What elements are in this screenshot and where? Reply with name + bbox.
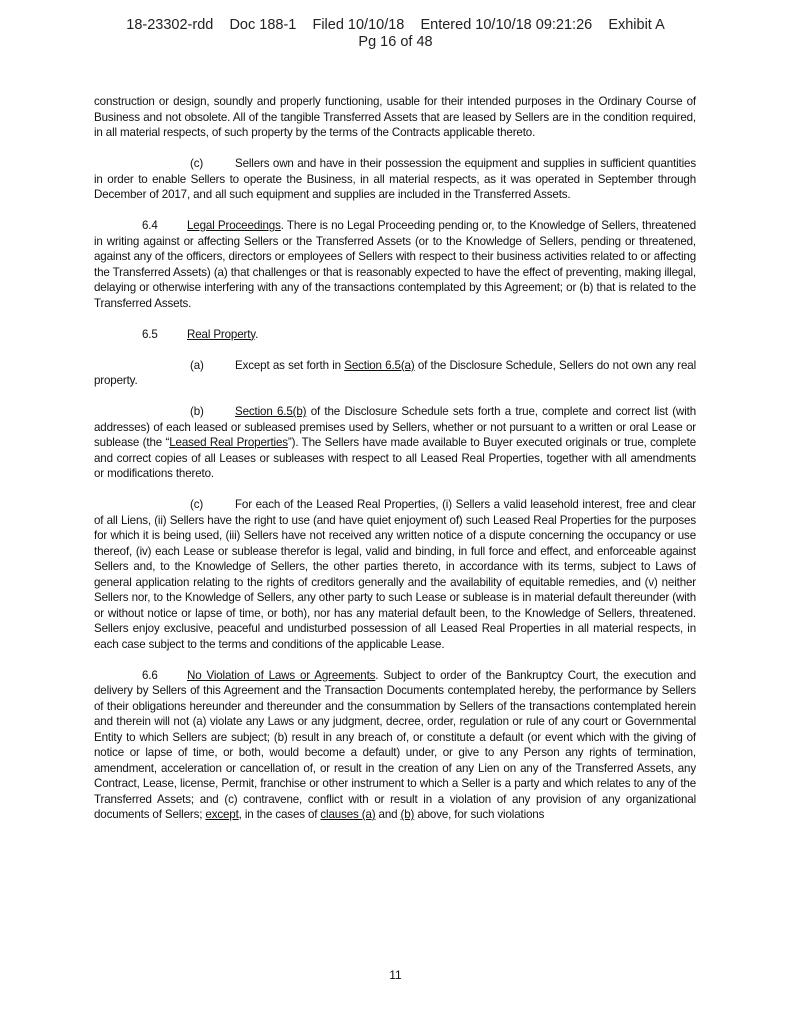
subsection-6-5-b (94, 404, 696, 482)
subsection-text: For each of the Leased Real Properties, (i) Sellers a valid leasehold interest, free and clear of all Liens, (ii) Sellers have the right to use (and have quiet enjoyment of) such Leased Real Properties for the purposes for which it is being used, (iii) Sellers have not received any written notice of a dispute concerning the occupancy or use thereof, (iv) each Lease or sublease therefor is legal, valid and binding, in full force and effect, and enforceable against Sellers and, to the Knowledge of Sellers, the other parties thereto, in accordance with its terms, subject to Laws of general application relating to the rights of creditors generally and the availability of equitable remedies, and (v) neither Sellers nor, to the Knowledge of Sellers, any other party to such Lease or sublease is in material default thereunder (with or without notice or lapse of time, or both), nor has any material default been, to the Knowledge of Sellers, threatened. Sellers enjoy exclusive, peaceful and undisturbed possession of all Leased Real Properties in all material respects, in each case subject to the terms and conditions of the applicable Lease. (94, 498, 696, 651)
section-text-cont: , in the cases of (238, 808, 321, 821)
section-text-cont: and (375, 808, 401, 821)
section-6-6 (94, 668, 696, 823)
defined-term: Leased Real Properties (169, 436, 288, 449)
subsection-6-5-c (94, 497, 696, 652)
subsection-text-cont: ”). The Sellers have made available to Buyer executed originals or true, complete and correct copies of all Leases or subleases with respect to all Leased Real Properties, together with all amendments or modifications thereto. (94, 436, 696, 480)
continued-paragraph: construction or design, soundly and properly functioning, usable for their intended purposes in the Ordinary Course of Business and not obsolete. All of the tangible Transferred Assets that are leased by Sellers are in the condition required, in all material respects, of such property by the terms of the Contracts applicable thereto. (94, 95, 696, 139)
section-6-5 (94, 327, 696, 343)
subsection-6-5-a (94, 358, 696, 389)
subsection-text: Sellers own and have in their possession the equipment and supplies in sufficient quantities in order to enable Sellers to operate the Business, in all material respects, as it was operated in September through December of 2017, and all such equipment and supplies are included in the Transferred Assets. (94, 157, 696, 201)
clause-b-reference: (b) (400, 808, 415, 821)
cross-reference: Section 6.5(b) (235, 405, 307, 418)
section-number: 6.4 (142, 219, 158, 232)
subsection-text: Except as set forth in (235, 358, 345, 372)
page-of-total: Pg 16 of 48 (358, 34, 433, 50)
subsection-label: (b) (190, 405, 204, 418)
subsection-c-equipment (94, 156, 696, 203)
document-body (94, 94, 696, 838)
section-text: . There is no Legal Proceeding pending or, to the Knowledge of Sellers, threatened in writing against or affecting Sellers or the Transferred Assets (or to the Knowledge of Sellers, pending or threatened, against any of the officers, directors or employees of Sellers with respect to their business activities related to or affecting the Transferred Assets) (a) that challenges or that is reasonably expected to have the effect of preventing, making illegal, delaying or otherwise interfering with any of the transactions contemplated by this Agreement; or (b) that is related to the Transferred Assets. (94, 219, 696, 310)
subsection-label: (c) (190, 498, 204, 511)
subsection-label: (c) (190, 157, 204, 170)
clause-a-reference: clauses (a) (320, 808, 376, 821)
except-term: except (205, 808, 239, 821)
section-title: No Violation of Laws or Agreements (187, 668, 376, 682)
cross-reference: Section 6.5(a) (344, 358, 415, 372)
subsection-label: (a) (190, 358, 204, 372)
section-number: 6.5 (142, 327, 158, 341)
section-text: . Subject to order of the Bankruptcy Court, the execution and delivery by Sellers of this Agreement and the Transaction Documents contemplated hereby, the performance by Sellers of their obligations hereunder and thereunder and the consummation by Sellers of the transactions contemplated herein and therein will not (a) violate any Laws or any judgment, decree, order, regulation or rule of any court or Governmental Entity to which Sellers are subject; (b) result in any breach of, or constitute a default (or event which with the giving of notice or lapse of time, or both, would become a default) under, or give to any Person any rights of termination, amendment, acceleration or cancellation of, or result in the creation of any Lien on any of the Transferred Assets, any Contract, Lease, license, Permit, franchise or other instrument to which a Seller is a party and which relates to any of the Transferred Assets; and (c) contravene, conflict with or result in a violation of any provision of any organizational documents of Sellers; (94, 668, 696, 821)
page-number: 11 (389, 968, 402, 982)
section-title-end: . (255, 327, 259, 341)
section-text-cont: above, for such violations (414, 808, 545, 821)
filing-stamp-line: 18-23302-rdd Doc 188-1 Filed 10/10/18 Entered 10/10/18 09:21:26 Exhibit A (126, 17, 665, 33)
court-filing-header (0, 17, 791, 51)
subsection-text: of the Disclosure Schedule sets forth a true, complete and correct list (with addresses) of each leased or subleased premises used by Sellers, whether or not pursuant to a written or oral Lease or sublease (the “ (94, 405, 696, 449)
section-6-4 (94, 218, 696, 311)
section-number: 6.6 (142, 668, 158, 682)
section-title: Legal Proceedings (187, 219, 281, 232)
subsection-text-cont: of the Disclosure Schedule, Sellers do not own any real property. (94, 358, 696, 387)
section-title: Real Property (187, 327, 256, 341)
